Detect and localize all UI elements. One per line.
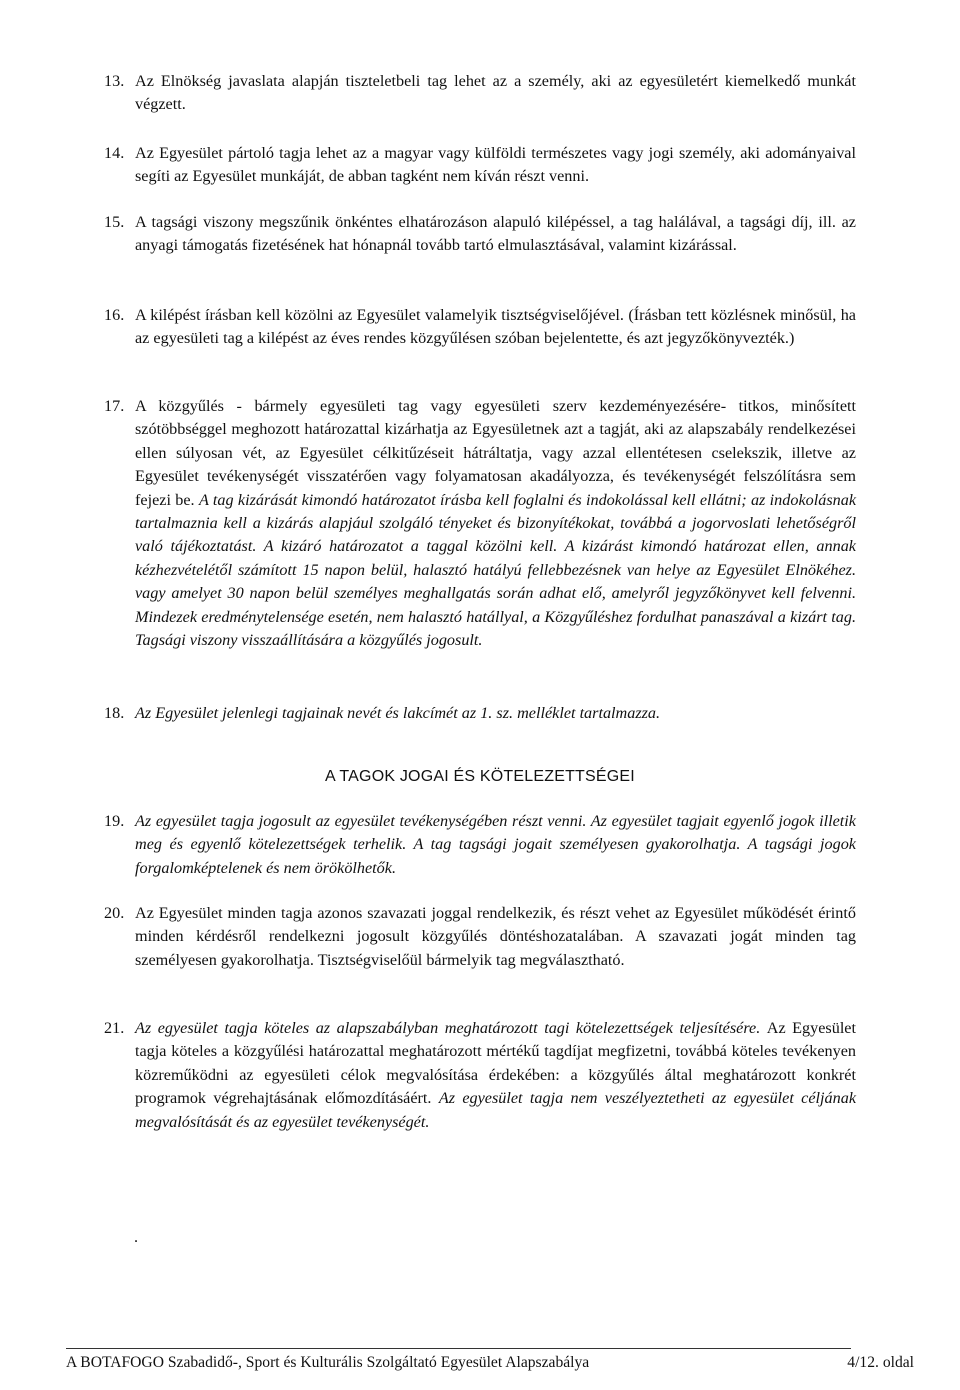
- paragraph-14: [104, 142, 856, 189]
- footer-divider: [66, 1348, 851, 1349]
- paragraph-16: [104, 304, 856, 351]
- paragraph-number: 18.: [104, 704, 125, 722]
- paragraph-italic-text: Az Egyesület jelenlegi tagjainak nevét és lakcímét az 1. sz. melléklet tartalmazza.: [135, 704, 661, 722]
- paragraph-italic-text: Az egyesület tagja nem veszélyeztetheti az egyesület céljának megvalósítását és az egyesület tevékenységét.: [135, 1089, 857, 1131]
- paragraph-number: 13.: [104, 72, 125, 90]
- paragraph-italic-text: Az egyesület tagja köteles az alapszabályban meghatározott tagi kötelezettségek teljesítésére.: [135, 1019, 767, 1037]
- paragraph-text: A tagsági viszony megszűnik önkéntes elhatározáson alapuló kilépéssel, a tag halálával, a tagsági díj, ill. az anyagi támogatás fizetésének hat hónapnál tovább tartó elmulasztásával, valamint kizárással.: [135, 213, 856, 255]
- paragraph-text: Az Elnökség javaslata alapján tiszteletbeli tag lehet az a személy, aki az egyesületért kiemelkedő munkát végzett.: [135, 72, 856, 114]
- stray-dot: .: [134, 1228, 139, 1246]
- paragraph-13: [104, 70, 856, 117]
- paragraph-italic-text: A tag kizárását kimondó határozatot írásba kell foglalni és indokolással kell ellátni; az indokolásnak tartalmaznia kell a kizárás alapjául szolgáló tényeket és bizonyítékokat, továbbá a jogorvoslati lehetőségről való tájékoztatást. A kizáró határozatot a taggal közölni kell. A kizárást kimondó határozat ellen, annak kézhezvételétől számított 15 napon belül, halasztó hatályú fellebbezésnek van helye az Egyesület Elnökéhez. vagy amelyet 30 napon belül személyes meghallgatás során adhat elő, amelyről jegyzőkönyvet kell felvenni. Mindezek eredménytelensége esetén, nem halasztó hatállyal, a Közgyűléshez fordulhat panaszával a kizárt tag. Tagsági viszony visszaállítására a közgyűlés jogosult.: [135, 490, 856, 650]
- paragraph-text: A közgyűlés - bármely egyesületi tag vagy egyesületi szerv kezdeményezésére- titkos, minősített szótöbbséggel meghozott határozattal kizárhatja az Egyesületnek azt a tagját, aki az alapszabály rendelkezései ellen súlyosan vét, az Egyesület célkitűzéseit hátráltatja, vagy azzal ellentétesen cselekszik, illetve az Egyesület tevékenységét visszatérően vagy folyamatosan akadályozza, és tevékenységét felszólításra sem fejezi be.: [135, 397, 856, 509]
- paragraph-17: [104, 395, 856, 652]
- footer-document-title: A BOTAFOGO Szabadidő-, Sport és Kulturális Szolgáltató Egyesület Alapszabálya: [66, 1354, 590, 1371]
- paragraph-text: Az Egyesület pártoló tagja lehet az a magyar vagy külföldi természetes vagy jogi személy, aki adományaival segíti az Egyesület munkáját, de abban tagként nem kíván részt venni.: [135, 144, 856, 186]
- paragraph-text: A kilépést írásban kell közölni az Egyesület valamelyik tisztségviselőjével. (Írásban tett közlésnek minősül, ha az egyesületi tag a kilépést az éves rendes közgyűlésen szóban bejelentette, és azt jegyzőkönyvezték.): [135, 306, 856, 348]
- section-heading: A TAGOK JOGAI ÉS KÖTELEZETTSÉGEI: [325, 768, 635, 785]
- paragraph-number: 14.: [104, 144, 125, 162]
- paragraph-15: [104, 211, 856, 258]
- paragraph-italic-text: Az egyesület tagja jogosult az egyesület tevékenységében részt venni. Az egyesület tagjait egyenlő jogok illetik meg és egyenlő kötelezettségek terhelik. A tag tagsági jogait személyesen gyakorolhatja. A tagsági jogok forgalomképtelenek és nem örökölhetők.: [135, 812, 856, 877]
- footer-page-number: 4/12. oldal: [847, 1354, 914, 1371]
- paragraph-number: 15.: [104, 213, 125, 231]
- paragraph-number: 16.: [104, 306, 125, 324]
- paragraph-text: Az Egyesület minden tagja azonos szavazati joggal rendelkezik, és részt vehet az Egyesület működését érintő minden kérdésről rendelkezni jogosult közgyűlés döntéshozatalában. A szavazati jogát minden tag személyesen gyakorolhatja. Tisztségviselőül bármelyik tag megválasztható.: [135, 904, 856, 969]
- paragraph-19: [104, 810, 856, 880]
- paragraph-number: 20.: [104, 904, 125, 922]
- paragraph-number: 21.: [104, 1019, 125, 1037]
- paragraph-text: Az Egyesület tagja köteles a közgyűlési határozattal meghatározott mértékű tagdíjat megfizetni, továbbá köteles tevékenyen közreműködni az egyesületi célok megvalósítása érdekében: a közgyűlés által meghatározott konkrét programok végrehajtásának előmozdításáért.: [135, 1019, 856, 1108]
- paragraph-number: 19.: [104, 812, 125, 830]
- paragraph-18: [104, 702, 856, 725]
- paragraph-20: [104, 902, 856, 972]
- paragraph-number: 17.: [104, 397, 125, 415]
- paragraph-21: [104, 1017, 856, 1134]
